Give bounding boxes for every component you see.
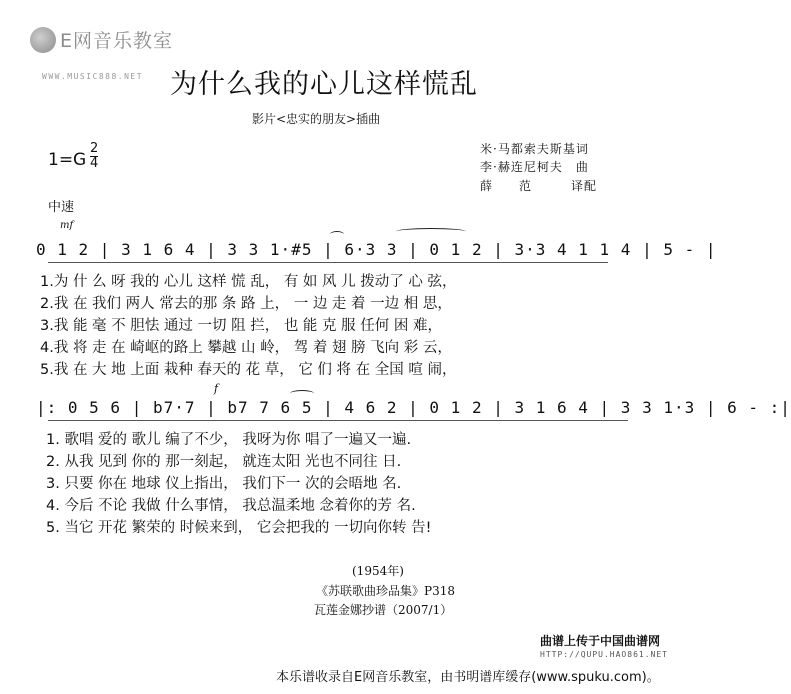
lyric-line-1-verse-3: 3.我 能 毫 不 胆怯 通过 一切 阻 拦， 也 能 克 服 任何 困 难， — [40, 318, 442, 334]
credit-lyricist: 米·马都索夫斯基词 — [480, 142, 589, 156]
beam-line — [48, 262, 608, 263]
lyric-line-2-verse-2: 2. 从我 见到 你的 那一刻起， 就连太阳 光也不同往 日. — [46, 454, 402, 470]
footer-year: (1954年) — [352, 564, 404, 578]
lyric-line-2-verse-1: 1. 歌唱 爱的 歌儿 编了不少， 我呀为你 唱了一遍又一遍. — [46, 432, 412, 448]
slur-mark — [396, 228, 466, 235]
lyric-line-2-verse-3: 3. 只要 你在 地球 仪上指出， 我们下一 次的会晤地 名. — [46, 476, 402, 492]
dynamic-f: f — [214, 382, 219, 395]
notation-line-1: 0 1 2 | 3 1 6 4 | 3 3 1·#5 | 6·3 3 | 0 1 2 | 3·3 4 1 1 4 | 5 - | — [36, 240, 717, 259]
credit-translator: 薛 范 译配 — [480, 179, 598, 193]
key-signature: 1=G — [48, 150, 87, 170]
lyric-line-1-verse-5: 5.我 在 大 地 上面 栽种 春天的 花 草， 它 们 将 在 全国 喧 闹， — [40, 362, 457, 378]
song-subtitle: 影片<忠实的朋友>插曲 — [252, 112, 381, 126]
footer-copyist: 瓦莲金娜抄谱（2007/1） — [314, 603, 453, 617]
lyric-line-2-verse-4: 4. 今后 不论 我做 什么事情， 我总温柔地 念着你的芳 名. — [46, 498, 416, 514]
dynamic-mf: mf — [60, 220, 74, 231]
song-title: 为什么我的心儿这样慌乱 — [170, 69, 478, 100]
upload-note: 曲谱上传于中国曲谱网 — [540, 634, 661, 648]
time-signature — [90, 142, 98, 171]
logo-icon — [30, 27, 56, 53]
lyric-line-1-verse-4: 4.我 将 走 在 崎岖的路上 攀越 山 岭， 驾 着 翅 膀 飞向 彩 云， — [40, 340, 452, 356]
site-logo — [30, 26, 173, 53]
beam-line — [48, 420, 628, 421]
lyric-line-1-verse-2: 2.我 在 我们 两人 常去的那 条 路 上， 一 边 走 着 一边 相 思， — [40, 296, 452, 312]
credit-composer: 李·赫连尼柯夫 曲 — [480, 160, 589, 174]
logo-text: E网音乐教室 — [60, 30, 174, 52]
time-signature-bottom: 4 — [90, 156, 99, 171]
lyric-line-1-verse-1: 1.为 什 么 呀 我的 心儿 这样 慌 乱， 有 如 风 儿 拨动了 心 弦， — [40, 274, 457, 290]
time-signature-top: 2 — [90, 141, 99, 156]
footer-source: 《苏联歌曲珍品集》P318 — [316, 584, 455, 598]
slur-mark — [330, 231, 344, 238]
slur-mark — [290, 390, 314, 397]
upload-url: HTTP://QUPU.HAO861.NET — [540, 650, 668, 659]
tempo-marking: 中速 — [48, 200, 75, 215]
lyric-line-2-verse-5: 5. 当它 开花 繁荣的 时候来到， 它会把我的 一切向你转 告! — [46, 520, 432, 536]
notation-line-2: |: 0 5 6 | b7·7 | b7 7 6 5 | 4 6 2 | 0 1 2 | 3 1 6 4 | 3 3 1·3 | 6 - :| — [36, 398, 791, 417]
logo-url: WWW.MUSIC888.NET — [42, 72, 144, 81]
bottom-note: 本乐谱收录自E网音乐教室，由书明谱库缓存(www.spuku.com)。 — [276, 670, 660, 685]
